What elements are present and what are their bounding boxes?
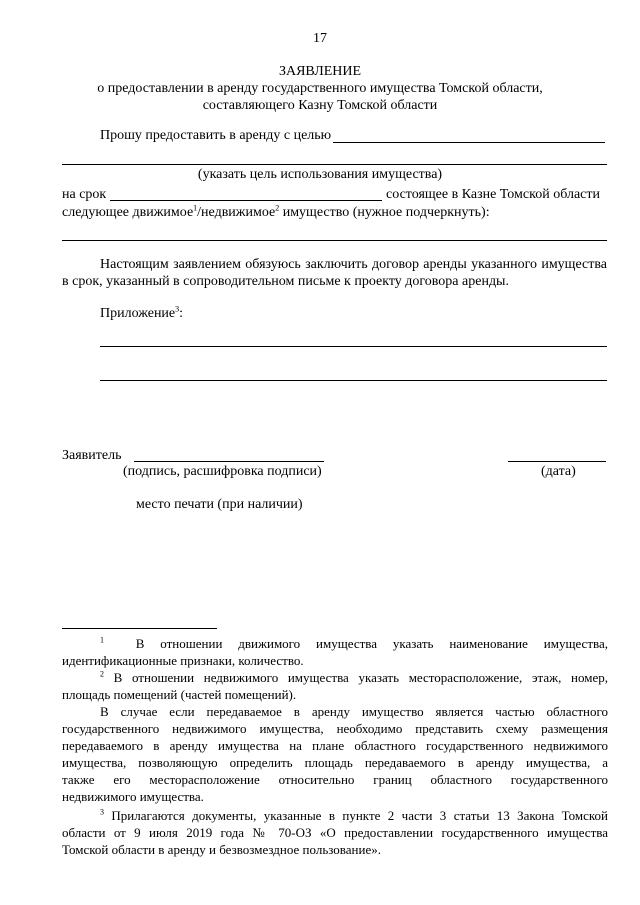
title-subline-1: о предоставлении в аренду государственного имущества Томской области, (97, 81, 543, 96)
footnote-3-line-1 (100, 807, 608, 824)
attachment-input-line-1[interactable] (100, 346, 607, 347)
attachment-colon: : (179, 306, 184, 321)
footnote-2b-line-1: В случае если передаваемое в аренду имущество является частью областного (100, 704, 608, 719)
obligation-line-2: в срок, указанный в сопроводительном письме к проекту договора аренды. (62, 274, 509, 289)
footnote-separator (62, 628, 217, 629)
footnote-2b-line-4: имущества, позволяющую определить площадь передаваемого в аренду имущества, а (62, 755, 608, 770)
signature-hint: (подпись, расшифровка подписи) (123, 464, 322, 479)
attachment-input-line-2[interactable] (100, 380, 607, 381)
term-suffix: состоящее в Казне Томской области (386, 187, 600, 202)
footnote-3-line-3: Томской области в аренду и безвозмездное пользование». (62, 842, 381, 857)
movable-text: следующее движимое (62, 205, 194, 220)
purpose-input-line[interactable] (333, 142, 605, 143)
footnote-ref-3: 3 (175, 304, 180, 314)
stamp-note: место печати (при наличии) (136, 497, 303, 512)
footnote-2-line-1 (100, 669, 608, 686)
signature-input-line[interactable] (134, 461, 324, 462)
footnote-2-line-2: площадь помещений (частей помещений). (62, 687, 297, 702)
footnote-ref-2: 2 (275, 203, 280, 213)
property-type-line (62, 204, 490, 222)
purpose-continuation-line[interactable] (62, 164, 607, 165)
footnote-mark-2: 2 (100, 669, 104, 679)
attachment-label: Приложение (100, 306, 176, 321)
footnote-1-line-2: идентификационные признаки, количество. (62, 653, 304, 668)
document-title: ЗАЯВЛЕНИЕ (278, 64, 362, 79)
footnote-2b-line-2: государственного недвижимого имущества, необходимо представить схему размещения (62, 721, 608, 736)
footnote-2-text: В отношении недвижимого имущества указать месторасположение, этаж, номер, (113, 670, 608, 685)
footnote-ref-1: 1 (193, 203, 198, 213)
footnote-2b-line-3: передаваемого в аренду имущества на плане областного государственного недвижимого (62, 738, 608, 753)
purpose-prefix: Прошу предоставить в аренду с целью (100, 128, 332, 143)
date-hint: (дата) (541, 464, 576, 479)
term-input-line[interactable] (110, 200, 382, 201)
footnote-3-line-2: области от 9 июля 2019 года № 70-ОЗ «О предоставлении государственного имущества (62, 825, 608, 840)
purpose-hint: (указать цель использования имущества) (197, 167, 443, 182)
footnote-mark-3: 3 (100, 807, 104, 817)
footnote-1-line-1 (100, 635, 608, 652)
footnote-3-text: Прилагаются документы, указанные в пункте 2 части 3 статьи 13 Закона Томской (111, 808, 608, 823)
property-input-line[interactable] (62, 240, 607, 241)
footnote-1-text: В отношении движимого имущества указать наименование имущества, (135, 636, 608, 651)
property-text-end: имущество (нужное подчеркнуть): (279, 205, 490, 220)
attachment-label-line (100, 305, 183, 323)
footnote-2b-line-6: недвижимого имущества. (62, 789, 204, 804)
obligation-line-1: Настоящим заявлением обязуюсь заключить договор аренды указанного имущества (100, 257, 607, 272)
immovable-text: /недвижимое (197, 205, 276, 220)
applicant-label: Заявитель (62, 448, 122, 463)
footnote-2b-line-5: также его месторасположение относительно границ областного государственного (62, 772, 608, 787)
term-prefix: на срок (62, 187, 107, 202)
page-number: 17 (313, 31, 327, 46)
date-input-line[interactable] (508, 461, 606, 462)
title-subline-2: составляющего Казну Томской области (202, 98, 438, 113)
footnote-mark-1: 1 (100, 635, 104, 645)
